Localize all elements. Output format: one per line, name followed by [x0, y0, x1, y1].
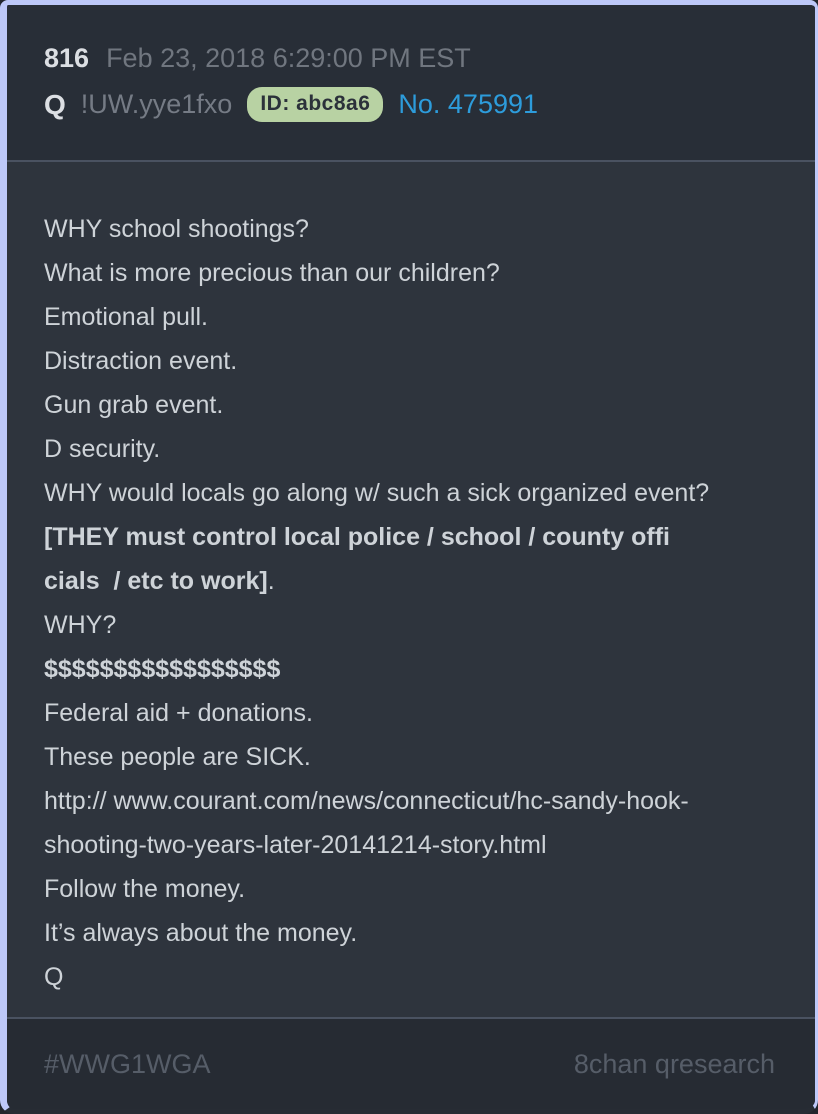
- post-header: [7, 5, 815, 162]
- post-body: [7, 162, 815, 1017]
- post-line: Distraction event.: [44, 347, 238, 375]
- post-line: [THEY must control local police / school / county offi: [44, 523, 670, 551]
- post-line: shooting-two-years-later-20141214-story.html: [44, 831, 547, 859]
- post-line: Q: [44, 963, 64, 991]
- post-header-row-1: [44, 43, 779, 74]
- post-timestamp: Feb 23, 2018 6:29:00 PM EST: [106, 43, 471, 73]
- post-footer: [7, 1017, 815, 1109]
- post-header-row-2: [44, 87, 779, 122]
- post-line: These people are SICK.: [44, 743, 311, 771]
- post-line: cials / etc to work].: [44, 567, 275, 595]
- post-board-number-link[interactable]: No. 475991: [398, 89, 539, 119]
- post-line: WHY would locals go along w/ such a sick organized event?: [44, 479, 710, 507]
- post-line: It’s always about the money.: [44, 919, 358, 947]
- post-line: Gun grab event.: [44, 391, 224, 419]
- post-number-link[interactable]: 816: [44, 43, 90, 73]
- post-line: WHY school shootings?: [44, 215, 309, 243]
- post-line: http:// www.courant.com/news/connecticut/hc-sandy-hook-: [44, 787, 689, 815]
- post-line: $$$$$$$$$$$$$$$$$: [44, 655, 281, 683]
- footer-hashtag: #WWG1WGA: [44, 1048, 211, 1079]
- post-line: What is more precious than our children?: [44, 259, 500, 287]
- post-author: Q: [44, 88, 66, 120]
- post-line: Federal aid + donations.: [44, 699, 313, 727]
- post-line: Emotional pull.: [44, 303, 208, 331]
- post-line: D security.: [44, 435, 161, 463]
- footer-source-link[interactable]: 8chan qresearch: [573, 1048, 775, 1079]
- post-line: Follow the money.: [44, 875, 246, 903]
- post-tripcode: !UW.yye1fxo: [80, 89, 233, 119]
- post-id-badge: ID: abc8a6: [247, 87, 383, 122]
- post-line: WHY?: [44, 611, 117, 639]
